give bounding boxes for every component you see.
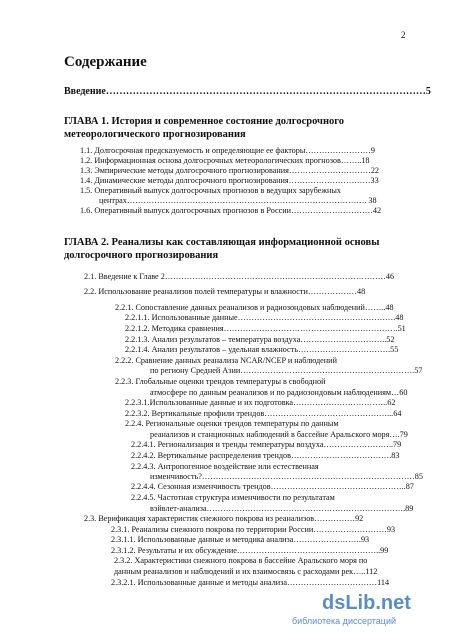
toc-item[interactable]: 1.3. Эмпирические методы долгосрочного прогнозирования…………………………22 xyxy=(80,166,380,175)
toc-item[interactable]: 1.6. Оперативный выпуск долгосрочных прогнозов в России…………………………42 xyxy=(80,206,382,215)
chapter-1-title-line2: метеорологического прогнозирования xyxy=(64,129,246,140)
toc-item[interactable]: 2.2.1.4. Анализ результатов – удельная влажность…………………………….55 xyxy=(125,345,399,354)
chapter-2-title-line1: ГЛАВА 2. Реанализы как составляющая информационной основы xyxy=(64,237,380,248)
toc-item[interactable]: 2.2.4.2. Вертикальные распределения трендов……………………………….83 xyxy=(131,451,400,460)
toc-item-continuation[interactable]: центрах……………………………………………………………………………. 38 xyxy=(99,196,377,205)
toc-item-continuation[interactable]: реанализов и станционных наблюдений в бассейне Аральского моря….79 xyxy=(150,430,408,439)
toc-item[interactable]: 2.3.2. Характеристики снежного покрова в бассейне Аральского моря по xyxy=(114,556,368,565)
toc-item[interactable]: 2.2.4.4. Сезонная изменчивость трендов…………………………………………..87 xyxy=(131,482,414,491)
toc-item[interactable]: 1.5. Оперативный выпуск долгосрочных прогнозов в ведущих зарубежных xyxy=(80,186,341,195)
toc-item-continuation[interactable]: по региону Средней Азии……………………………………………………….57 xyxy=(150,366,423,375)
toc-item[interactable]: 1.4. Динамические методы долгосрочного прогнозирования…………………………33 xyxy=(80,176,379,185)
toc-item[interactable]: 2.2.4.5. Частотная структура изменчивости по результатам xyxy=(131,493,335,502)
toc-item[interactable]: 1.2. Информационная основа долгосрочных метеорологических прогнозов……..18 xyxy=(80,156,370,165)
toc-item[interactable]: 2.2.4.1. Регионализация и тренды температуры воздуха……………………..79 xyxy=(131,440,402,449)
toc-item[interactable]: 2.3. Верификация характеристик снежного покрова из реанализов……………92 xyxy=(84,514,364,523)
chapter-2-heading[interactable] xyxy=(64,236,379,262)
watermark-subtitle: библиотека диссертаций xyxy=(292,616,397,626)
chapter-2-title-line2: долгосрочного прогнозирования xyxy=(64,250,219,261)
toc-item[interactable]: 1.1. Долгосрочная предсказуемость и определяющие ее факторы……………………9 xyxy=(80,146,375,155)
watermark xyxy=(292,592,411,626)
page-title: Содержание xyxy=(64,54,147,70)
toc-item-continuation[interactable]: вэйвлет-анализа……………………………………………………………….89 xyxy=(150,504,414,513)
chapter-1-title-line1: ГЛАВА 1. История и современное состояние долгосрочного xyxy=(64,116,345,127)
toc-item[interactable]: 2.2.1.1. Использованные данные………………………………………………….48 xyxy=(125,313,404,322)
toc-item[interactable]: 2.2.2. Сравнение данных реанализа NCAR/NCEP и наблюдений xyxy=(115,356,337,365)
toc-item[interactable]: 2.2.4.3. Антропогенное воздействие или естественная xyxy=(131,462,319,471)
toc-item[interactable]: 2.2.1.2. Методика сравнения……………………………………………………….51 xyxy=(125,324,406,333)
toc-item[interactable]: 2.2.3.1.Использованные данные и их подготовка……………………………..62 xyxy=(125,398,396,407)
toc-item-continuation[interactable]: данным реанализов и наблюдений и их взаимосвязь с расходами рек…..112 xyxy=(114,567,378,576)
toc-item[interactable]: 2.2.1.3. Анализ результатов – температура воздуха…………………………..52 xyxy=(125,335,395,344)
page-number: 2 xyxy=(401,30,406,40)
toc-item[interactable]: 2.2.3.2. Вертикальные профили трендов………………………………………...64 xyxy=(125,409,402,418)
chapter-1-heading[interactable] xyxy=(64,115,344,141)
toc-item-continuation[interactable]: атмосфере по данным реанализов и по радиозондовым наблюдениям…60 xyxy=(150,388,408,397)
toc-item[interactable]: 2.3.1. Реанализы снежного покрова по территории России………………………93 xyxy=(111,525,396,534)
toc-intro[interactable]: Введение……………………………………………………………………………………5 xyxy=(64,86,431,97)
toc-item-continuation[interactable]: изменчивость?……………………………………………………………………85 xyxy=(150,472,423,481)
toc-item[interactable]: 2.2.1. Сопоставление данных реанализов и радиозондовых наблюдений……..48 xyxy=(115,303,394,312)
toc-item[interactable]: 2.2.4. Региональные оценки трендов температуры по данным xyxy=(125,419,339,428)
toc-item[interactable]: 2.2. Использование реанализов полей температуры и влажности………………48 xyxy=(84,287,366,296)
watermark-logo: dsLib.net xyxy=(322,592,411,614)
toc-item[interactable]: 2.3.2.1. Использованные данные и методы анализа……………………………114 xyxy=(111,578,390,587)
toc-item[interactable]: 2.1. Введение к Главе 2………………………………………………………………………46 xyxy=(84,272,395,281)
toc-item[interactable]: 2.3.1.1. Использованные данные и методика анализа…………………….93 xyxy=(111,535,370,544)
toc-item[interactable]: 2.2.3. Глобальные оценки трендов температуры в свободной xyxy=(115,377,326,386)
toc-item[interactable]: 2.3.1.2. Результаты и их обсуждение……………………………………………..99 xyxy=(111,546,389,555)
